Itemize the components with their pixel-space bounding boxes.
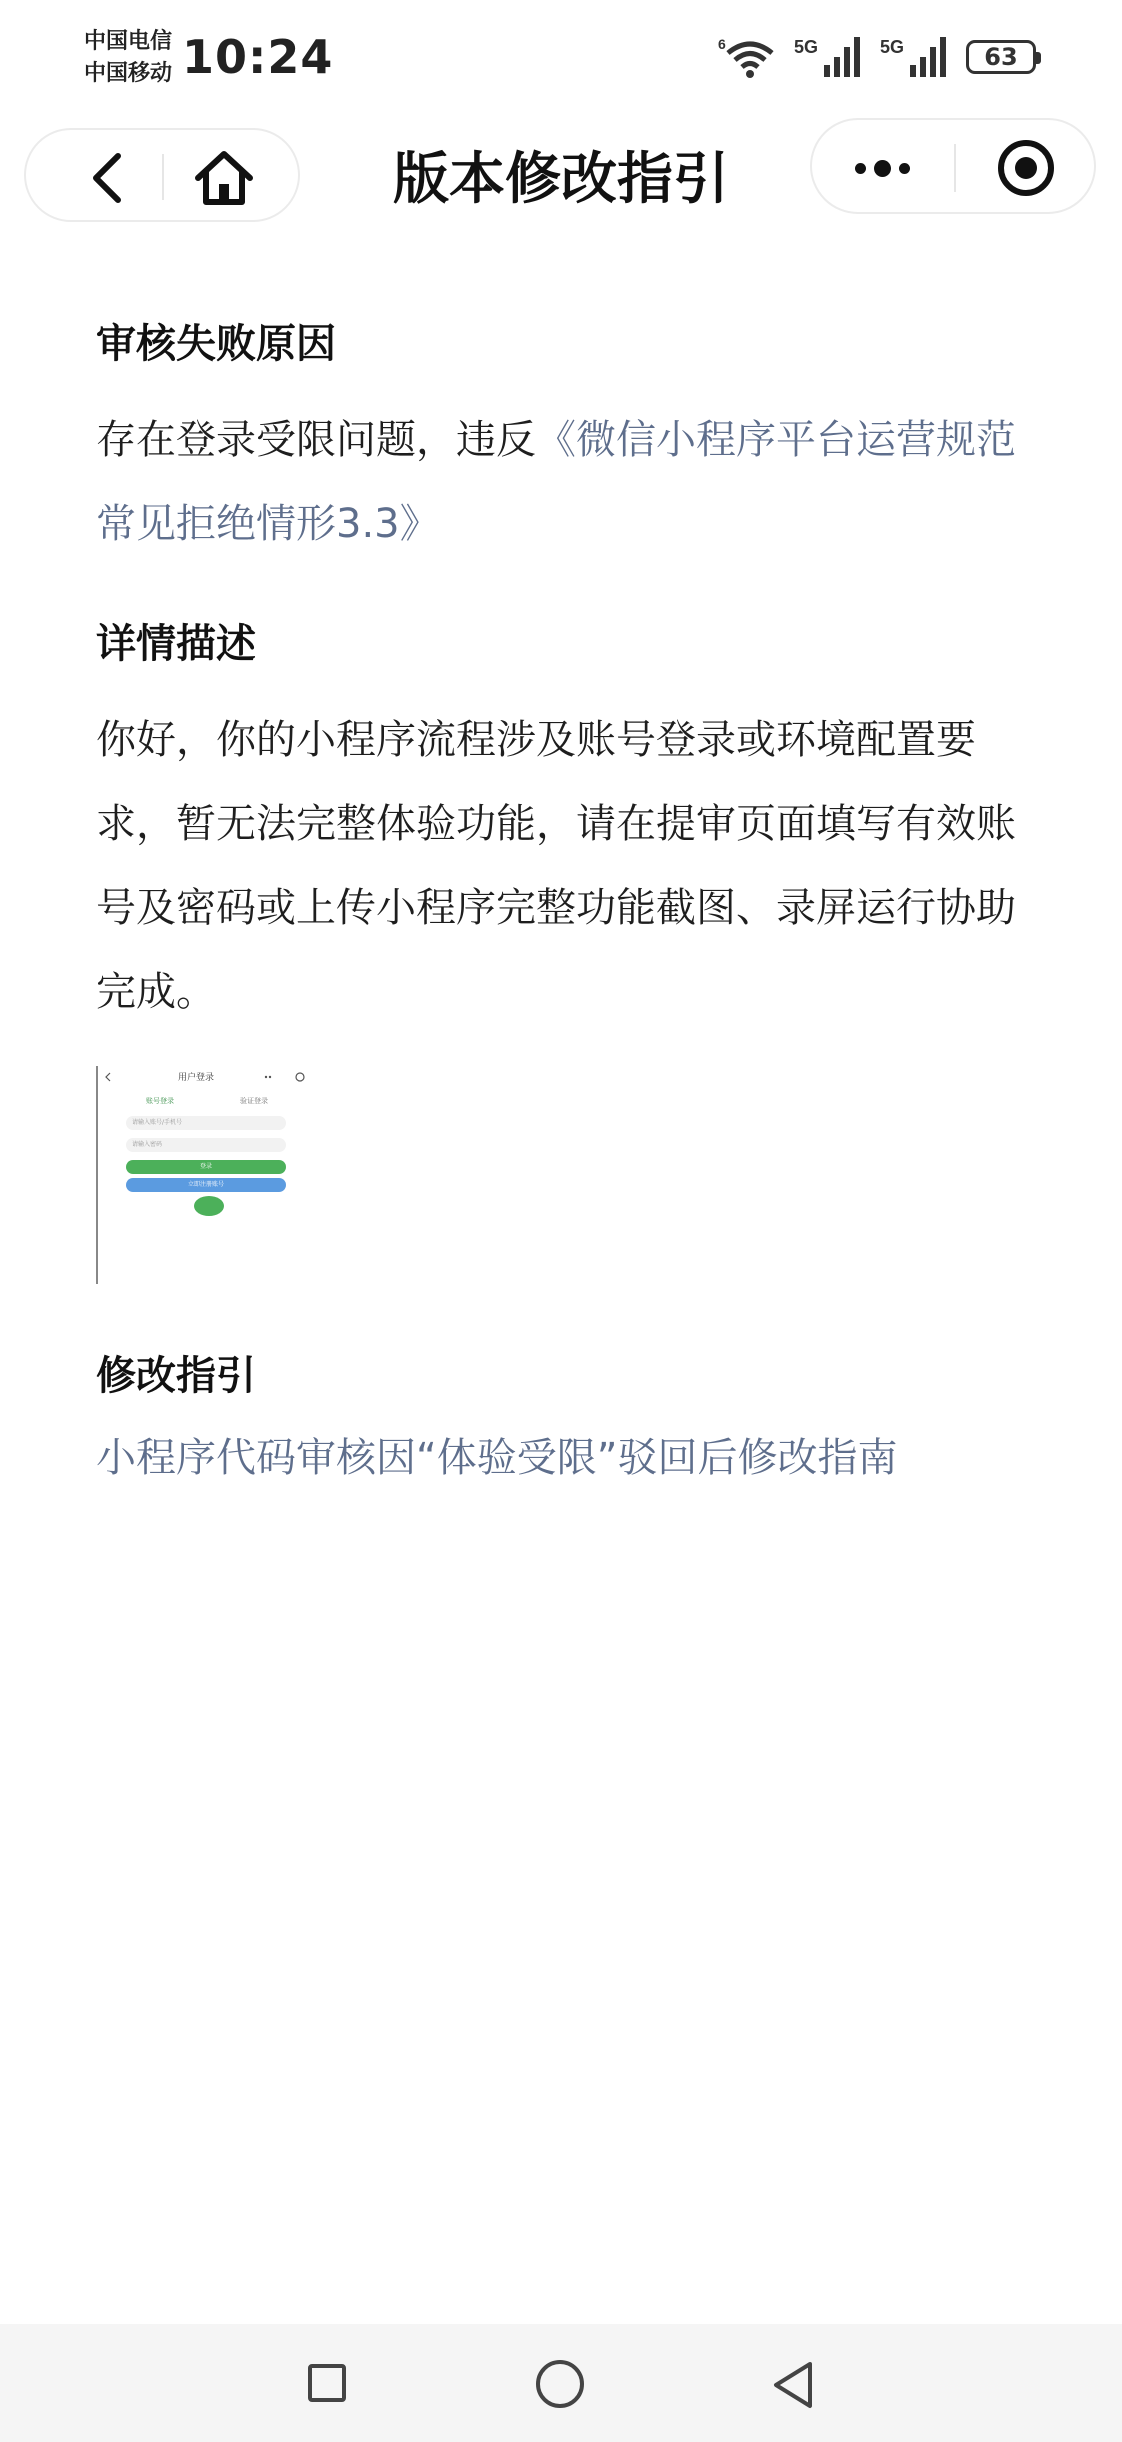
- detail-heading: 详情描述: [96, 621, 256, 667]
- close-miniprogram-button[interactable]: [998, 140, 1054, 196]
- signal-5g-icon-1: [794, 35, 864, 79]
- back-button[interactable]: [82, 150, 138, 206]
- guide-link[interactable]: 小程序代码审核因“体验受限”驳回后修改指南: [96, 1435, 898, 1481]
- nav-right-capsule: [810, 118, 1096, 214]
- more-button[interactable]: [842, 146, 922, 190]
- status-bar: [0, 0, 1122, 120]
- capsule-divider: [954, 144, 956, 192]
- more-dots-icon: [855, 163, 866, 174]
- svg-text:6: 6: [718, 36, 726, 52]
- home-icon: [192, 148, 256, 208]
- screenshot-thumbnail[interactable]: [96, 1066, 314, 1284]
- circle-home-icon[interactable]: [536, 2360, 584, 2408]
- carrier-1: 中国电信: [84, 29, 173, 54]
- thumb-wechat-logo: [194, 1196, 224, 1216]
- capsule-divider: [162, 154, 164, 200]
- thumb-field-2: 请输入密码: [126, 1138, 286, 1152]
- home-button[interactable]: [192, 148, 256, 208]
- page-title: 版本修改指引: [393, 147, 729, 212]
- nav-left-capsule: [24, 128, 300, 222]
- svg-text:5G: 5G: [794, 37, 819, 57]
- android-nav-bar: [0, 2324, 1122, 2442]
- wifi-icon: [718, 35, 778, 79]
- reason-rule-link[interactable]: 《微信小程序平台运营规范常见拒绝情形3.3》: [96, 417, 1016, 547]
- status-icons: [718, 34, 1036, 80]
- chevron-left-icon: [82, 150, 138, 206]
- svg-text:5G: 5G: [880, 37, 905, 57]
- thumb-tab-1: 账号登录: [146, 1097, 174, 1105]
- thumb-btn-1: 登录: [126, 1160, 286, 1174]
- triangle-back-icon[interactable]: [770, 2360, 816, 2410]
- status-time: 10:24: [182, 30, 334, 84]
- reason-text: 存在登录受限问题，违反: [96, 417, 536, 463]
- detail-text: 你好，你的小程序流程涉及账号登录或环境配置要求，暂无法完整体验功能，请在提审页面填写有效账号及密码或上传小程序完整功能截图、录屏运行协助完成。: [96, 717, 1016, 1015]
- square-recents-icon[interactable]: [308, 2364, 346, 2402]
- thumb-field-1: 请输入账号/手机号: [126, 1116, 286, 1130]
- more-dot-right: [899, 163, 910, 174]
- carrier-2: 中国移动: [84, 61, 173, 86]
- signal-5g-icon-2: [880, 35, 950, 79]
- more-dot-center: [874, 160, 891, 177]
- guide-heading: 修改指引: [96, 1353, 256, 1399]
- thumb-btn-2: 立即注册账号: [126, 1178, 286, 1192]
- battery-icon: [966, 40, 1036, 74]
- reason-heading: 审核失败原因: [96, 321, 336, 367]
- thumb-tab-2: 验证登录: [240, 1097, 268, 1105]
- reason-paragraph: [96, 398, 1036, 566]
- thumb-title: 用户登录: [178, 1073, 215, 1083]
- battery-level: 63: [984, 43, 1018, 71]
- carrier-names: [84, 26, 172, 90]
